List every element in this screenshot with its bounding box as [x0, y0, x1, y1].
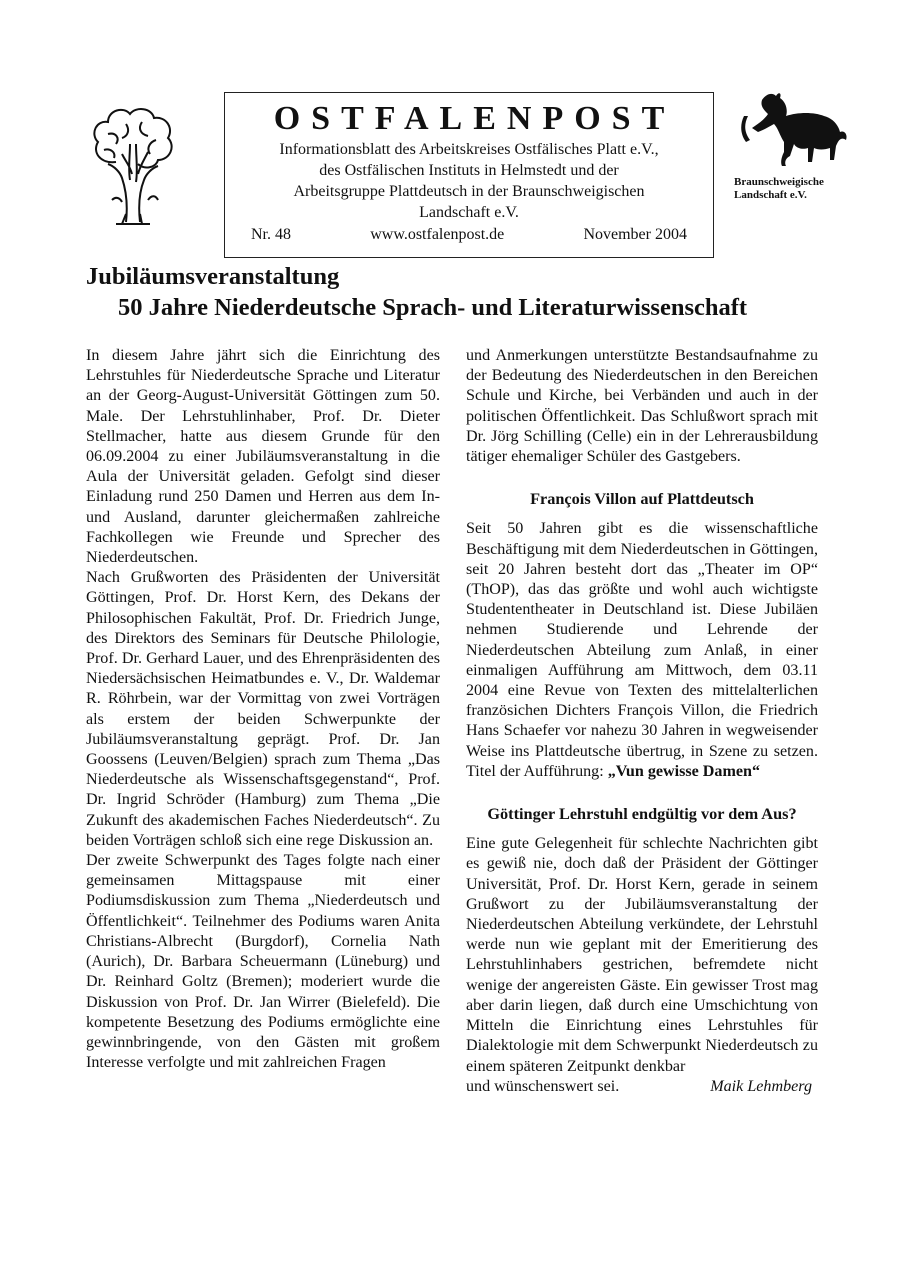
left-column	[86, 346, 440, 1073]
author-signature: Maik Lehmberg	[710, 1077, 812, 1095]
masthead	[224, 92, 714, 258]
article-title	[86, 262, 846, 324]
logo-caption	[734, 176, 850, 202]
newsletter-title: OSTFALENPOST	[273, 100, 676, 137]
subtitle-line: Informationsblatt des Arbeitskreises Ostfälisches Platt e.V.,	[279, 141, 659, 158]
logo-caption-line: Landschaft e.V.	[734, 189, 807, 201]
subtitle-line: Arbeitsgruppe Plattdeutsch in der Braunschweigischen	[293, 183, 645, 200]
subtitle-line: Landschaft e.V.	[419, 204, 519, 221]
title-line-1: Jubiläumsveranstaltung	[86, 263, 340, 290]
show-title: „Vun gewisse Damen“	[607, 762, 761, 780]
logo-caption-line: Braunschweigische	[734, 176, 824, 188]
horse-icon	[728, 86, 850, 176]
paragraph: In diesem Jahre jährt sich die Einrichtung des Lehrstuhles für Niederdeutsche Sprache und Literatur an der Georg-August-Universität Göttingen zum 50. Male. Der Lehrstuhlinhaber, Prof. Dr. Dieter Stellmacher, hatte aus diesem Grunde für den 06.09.2004 zu einer Jubiläumsveranstaltung in die Aula der Universität geladen. Gefolgt sind dieser Einladung rund 250 Damen und Herren aus dem In- und Ausland, darunter gleichermaßen zahlreiche Fachkollegen wie Freunde und Sprecher des Niederdeutschen.	[86, 347, 440, 567]
paragraph: Nach Grußworten des Präsidenten der Universität Göttingen, Prof. Dr. Horst Kern, des Dekans der Philosophischen Fakultät, Prof. Dr. Friedrich Junge, des Direktors des Seminars für Deutsche Philologie, Prof. Dr. Gerhard Lauer, und des Ehrenpräsidenten des Niedersächsischen Heimatbundes e. V., Dr. Waldemar R. Röhrbein, war der Vormittag von zwei Vorträgen als erstem der beiden Schwerpunkte der Jubiläumsveranstaltung geprägt. Prof. Dr. Jan Goossens (Leuven/Belgien) sprach zum Thema „Das Niederdeutsche als Wissenschaftsgegenstand“, Prof. Dr. Ingrid Schröder (Hamburg) zum Thema „Die Zukunft des akademischen Faches Niederdeutsch“. Zu beiden Vorträgen schloß sich eine rege Diskussion an.	[86, 569, 440, 849]
masthead-subtitle	[239, 139, 699, 223]
issue-date: November 2004	[583, 226, 687, 243]
paragraph: Der zweite Schwerpunkt des Tages folgte nach einer gemeinsamen Mittagspause mit einer Podiumsdiskussion zum Thema „Niederdeutsch und Öffentlichkeit“. Teilnehmer des Podiums waren Anita Christians-Albrecht (Burgdorf), Cornelia Nath (Aurich), Dr. Barbara Scheuermann (Lüneburg) und Dr. Reinhard Goltz (Bremen); moderiert wurde die Diskussion von Prof. Dr. Jan Wirrer (Bielefeld). Die kompetente Besetzung des Podiums ermöglichte eine gewinnbringende, von den Gästen mit großem Interesse verfolgte und mit zahlreichen Fragen	[86, 852, 440, 1072]
tree-icon	[86, 104, 178, 228]
right-column	[466, 346, 818, 1097]
masthead-footer	[251, 224, 687, 245]
section-heading: Göttinger Lehrstuhl endgültig vor dem Aus?	[487, 804, 797, 824]
paragraph: und Anmerkungen unterstützte Bestandsaufnahme zu der Bedeutung des Niederdeutschen in den Bereichen Schule und Kirche, bei Verbänden und auch in der politischen Öffentlichkeit. Das Schlußwort sprach mit Dr. Jörg Schilling (Celle) ein in der Lehrerausbildung tätiger ehemaliger Schüler des Gastgebers.	[466, 347, 818, 466]
paragraph: Eine gute Gelegenheit für schlechte Nachrichten gibt es gewiß nie, doch daß der Präsident der Göttinger Universität, Prof. Dr. Horst Kern, gerade in seinem Grußwort zu der Jubiläumsveranstaltung der Niederdeutschen Abteilung verkündete, der Lehrstuhl werde nun wie geplant mit der Emeritierung des Lehrstuhlinhabers gestrichen, befremdete nicht wenige der angereisten Gäste. Ein gewisser Trost mag aber darin liegen, daß durch eine Umschichtung von Mitteln die Einrichtung eines Lehrstuhles für Dialektologie mit dem Schwerpunkt Niederdeutsch zu einem späteren Zeitpunkt denkbar	[466, 835, 818, 1075]
paragraph	[466, 519, 818, 782]
last-line: und wünschenswert sei.	[466, 1077, 620, 1095]
website-link[interactable]: www.ostfalenpost.de	[370, 226, 505, 243]
signature-row	[466, 1077, 818, 1097]
issue-number: Nr. 48	[251, 226, 291, 243]
subtitle-line: des Ostfälischen Instituts in Helmstedt und der	[319, 162, 619, 179]
paragraph-text: Seit 50 Jahren gibt es die wissenschaftliche Beschäftigung mit dem Niederdeutschen in Göttingen, seit 20 Jahren besteht dort das „Theater im OP“ (ThOP), das das größte und wohl auch wichtigste Studententheater in Deutschland ist. Diese Jubiläen nehmen Studierende und Lehrende der Niederdeutschen Abteilung zum Anlaß, in einer einmaligen Aufführung am Mittwoch, dem 03.11 2004 eine Revue von Texten des mittelalterlichen französichen Dichters François Villon, die Friedrich Hans Schaefer vor nahezu 30 Jahren in wegweisender Weise ins Plattdeutsche übertrug, in Szene zu setzen. Titel der Aufführung:	[466, 520, 818, 780]
braunschweig-logo	[728, 86, 850, 216]
tree-logo	[86, 104, 178, 228]
section-heading: François Villon auf Plattdeutsch	[530, 489, 754, 509]
title-line-2: 50 Jahre Niederdeutsche Sprach- und Literaturwissenschaft	[118, 294, 748, 321]
